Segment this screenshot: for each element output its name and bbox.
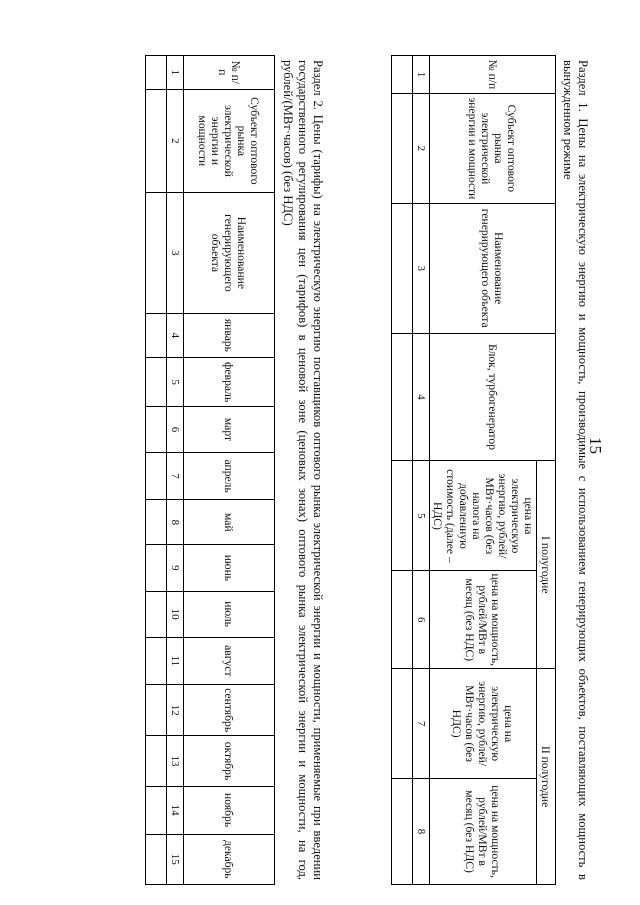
section2-table [145,55,275,885]
header-subject: Субъект оптового рынка электрической энергии и мощности [184,89,275,192]
header-half2: II полугодие [537,669,556,885]
empty-cell [146,89,167,192]
column-number: 5 [167,358,184,407]
empty-cell [392,56,413,94]
column-number: 4 [413,333,430,461]
section1-table [391,55,556,885]
column-number: 6 [167,407,184,453]
column-number: 14 [167,786,184,834]
column-number: 3 [413,203,430,333]
column-number: 9 [167,545,184,591]
section2-title: Раздел 2. Цены (тарифы) на электрическую энергию поставщиков оптового рынка электрической энергии и мощности, применяемые при введении государственного регулирования цен (тарифов) в ценовой зоне (ценовых зонах) оптового рынка электрической энергии и мощности, на год, рублей/(МВт·часов) (без НДС) [281,60,325,880]
column-number: 3 [167,193,184,314]
column-number: 7 [413,669,430,779]
empty-cell [146,685,167,736]
empty-cell [392,571,413,669]
column-number: 10 [167,591,184,637]
header-month-april: апрель [184,452,275,500]
header-num: № п/п [430,56,556,94]
column-number: 1 [167,56,184,90]
empty-cell [146,736,167,786]
header-h1-energy: цена на электрическую энергию, рублей/МВт·часов (без налога на добавленную стоимость (далее – НДС) [430,461,537,571]
header-month-august: август [184,637,275,684]
header-month-may: май [184,500,275,545]
empty-cell [392,461,413,571]
header-month-november: ноябрь [184,786,275,834]
column-number: 12 [167,685,184,736]
column-number: 5 [413,461,430,571]
section1-title: Раздел 1. Цены на электрическую энергию и мощность, производимые с использованием генерирующих объектов, поставляющих мощность в вынужденном режиме [561,60,590,880]
column-number: 8 [413,779,430,885]
header-month-june: июнь [184,545,275,591]
table-row [146,56,167,885]
empty-cell [146,834,167,884]
empty-cell [146,545,167,591]
column-number: 11 [167,637,184,684]
header-month-january: январь [184,313,275,357]
column-number: 2 [167,89,184,192]
column-number: 8 [167,500,184,545]
empty-cell [392,669,413,779]
header-h1-power: цена на мощность, рублей/МВт в месяц (без НДС) [430,571,537,669]
header-half1: I полугодие [537,461,556,669]
empty-cell [392,203,413,333]
header-object: Наименование генерирующего объекта [184,193,275,314]
empty-cell [146,591,167,637]
empty-cell [146,193,167,314]
empty-cell [146,500,167,545]
header-month-october: октябрь [184,736,275,786]
column-number: 4 [167,313,184,357]
header-month-march: март [184,407,275,453]
header-object: Наименование генерирующего объекта [430,203,556,333]
page-number: 15 [586,437,605,454]
empty-cell [146,313,167,357]
column-number: 15 [167,834,184,884]
header-num: № п/п [184,56,275,90]
empty-cell [392,93,413,203]
empty-cell [392,779,413,885]
empty-cell [146,56,167,90]
header-subject: Субъект оптового рынка электрической энергии и мощности [430,93,556,203]
header-h2-power: цена на мощность, рублей/МВт в месяц (без НДС) [430,779,537,885]
column-number: 7 [167,452,184,500]
empty-cell [146,358,167,407]
header-month-december: декабрь [184,834,275,884]
column-number-row [167,56,184,885]
empty-cell [392,333,413,461]
column-number: 6 [413,571,430,669]
empty-cell [146,786,167,834]
header-month-september: сентябрь [184,685,275,736]
empty-cell [146,637,167,684]
column-number: 2 [413,93,430,203]
column-number: 1 [413,56,430,94]
header-month-february: февраль [184,358,275,407]
column-number: 13 [167,736,184,786]
header-h2-energy: цена на электрическую энергию, рублей/МВт·часов (без НДС) [430,669,537,779]
empty-cell [146,407,167,453]
header-block: Блок, турбогенератор [430,333,556,461]
column-number-row [413,56,430,885]
empty-cell [146,452,167,500]
table-row [392,56,413,885]
header-month-july: июль [184,591,275,637]
